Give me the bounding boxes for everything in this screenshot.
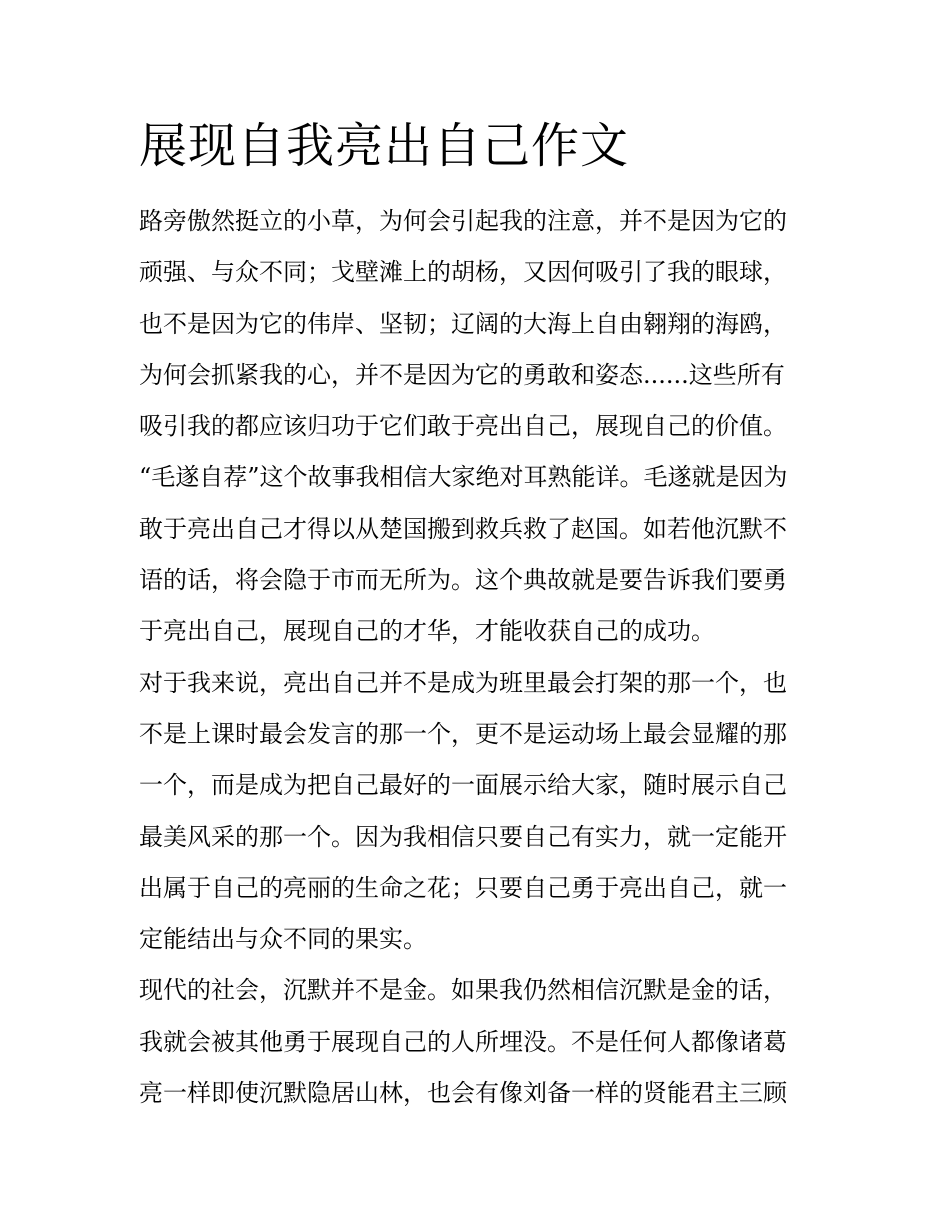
text-line: 不是上课时最会发言的那一个，更不是运动场上最会显耀的那 [139,719,787,748]
text-line: 也不是因为它的伟岸、坚韧；辽阔的大海上自由翱翔的海鸥， [139,309,787,338]
text-line: 定能结出与众不同的果实。 [139,925,427,954]
text-line: 吸引我的都应该归功于它们敢于亮出自己，展现自己的价值。 [139,412,787,441]
text-line: 顽强、与众不同；戈壁滩上的胡杨，又因何吸引了我的眼球， [139,258,787,287]
text-line: 对于我来说，亮出自己并不是成为班里最会打架的那一个，也 [139,668,787,697]
text-line: “毛遂自荐”这个故事我相信大家绝对耳熟能详。毛遂就是因为 [139,463,788,492]
document-body [139,196,819,1119]
text-line: 为何会抓紧我的心，并不是因为它的勇敢和姿态......这些所有 [139,360,785,389]
text-line: 现代的社会，沉默并不是金。如果我仍然相信沉默是金的话， [139,976,787,1005]
text-line: 亮一样即使沉默隐居山林，也会有像刘备一样的贤能君主三顾 [139,1079,787,1108]
text-line: 路旁傲然挺立的小草，为何会引起我的注意，并不是因为它的 [139,207,787,235]
text-line: 语的话，将会隐于市而无所为。这个典故就是要告诉我们要勇 [139,566,787,595]
document-title: 展现自我亮出自己作文 [139,118,630,174]
text-line: 敢于亮出自己才得以从楚国搬到救兵救了赵国。如若他沉默不 [139,514,787,543]
text-line: 出属于自己的亮丽的生命之花；只要自己勇于亮出自己，就一 [139,873,787,902]
text-line: 于亮出自己，展现自己的才华，才能收获自己的成功。 [139,617,715,646]
text-line: 一个，而是成为把自己最好的一面展示给大家，随时展示自己 [139,771,787,800]
text-line: 我就会被其他勇于展现自己的人所埋没。不是任何人都像诸葛 [139,1027,787,1056]
text-line: 最美风采的那一个。因为我相信只要自己有实力，就一定能开 [139,822,787,851]
